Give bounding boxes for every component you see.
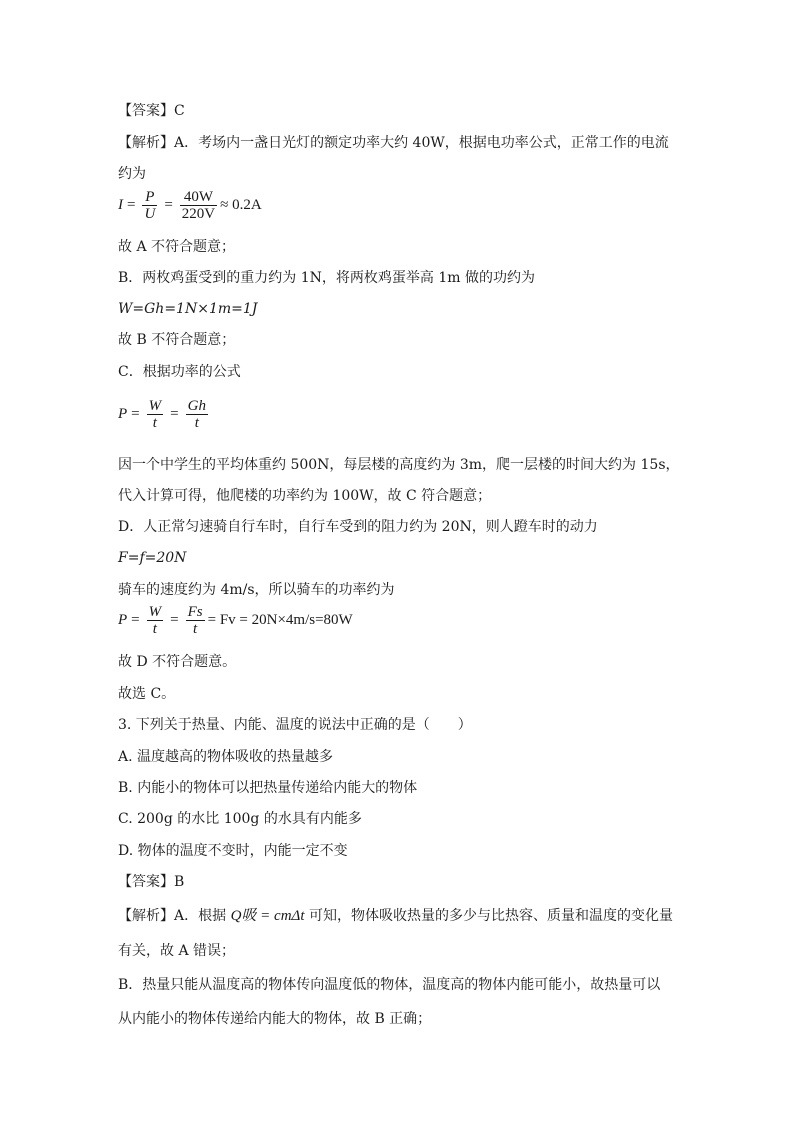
formula-term: W	[148, 604, 162, 620]
formula-term: Gh	[187, 398, 206, 414]
analysis-line: C．根据功率的公式	[118, 364, 241, 380]
analysis-line: 代入计算可得，他爬楼的功率约为 100W，故 C 符合题意；	[118, 488, 492, 504]
formula-term: t	[152, 415, 157, 431]
analysis-line: 故 B 不符合题意；	[118, 332, 236, 348]
analysis-line: 有关，故 A 错误；	[118, 943, 236, 959]
analysis-line: 骑车的速度约为 4m/s，所以骑车的功率约为	[118, 582, 395, 598]
analysis-line: B．两枚鸡蛋受到的重力约为 1N，将两枚鸡蛋举高 1m 做的功约为	[118, 270, 535, 286]
formula-heat: Q吸 = cmΔt	[230, 908, 305, 924]
analysis-line: B．热量只能从温度高的物体传向温度低的物体，温度高的物体内能可能小，故热量可以	[118, 977, 661, 993]
analysis-line: 约为	[118, 166, 146, 182]
formula-term: W	[148, 398, 162, 414]
formula-power: P = $\frac{W}{t}$ = $\frac{Gh}{t}$	[118, 398, 206, 431]
formula-term: 40W	[180, 189, 217, 206]
formula-term: P	[118, 405, 128, 422]
formula-work: W=Gh=1N×1m=1J	[118, 301, 258, 317]
formula-term: I	[118, 196, 123, 213]
formula-term: Fs	[187, 604, 203, 620]
analysis-line: 故选 C。	[118, 686, 176, 702]
formula-term: P	[118, 611, 128, 628]
formula-term: = Fv = 20N×4m/s=80W	[207, 611, 353, 628]
formula-term: P	[142, 189, 157, 206]
analysis-line: 故 D 不符合题意。	[118, 654, 237, 670]
analysis-line	[118, 906, 673, 926]
formula-current: I = $\frac{P}{U}$ = $\frac{40W}{220V}$ ≈ 0.2A	[118, 189, 262, 222]
answer-label-1: 【答案】C	[118, 103, 185, 119]
formula-term: t	[194, 415, 199, 431]
formula-term: t	[193, 621, 198, 637]
formula-force: F=f=20N	[118, 550, 187, 566]
option-d: D. 物体的温度不变时，内能一定不变	[118, 843, 348, 859]
option-b: B. 内能小的物体可以把热量传递给内能大的物体	[118, 780, 418, 796]
formula-term: t	[152, 621, 157, 637]
formula-power-bike: P = $\frac{W}{t}$ = $\frac{Fs}{t}$ = Fv = 20N×4m/s=80W	[118, 604, 353, 637]
analysis-line: 因一个中学生的平均体重约 500N，每层楼的高度约为 3m，爬一层楼的时间大约为 15s，	[118, 457, 680, 473]
formula-term: 220V	[181, 206, 216, 222]
analysis-line: 从内能小的物体传递给内能大的物体，故 B 正确；	[118, 1011, 432, 1027]
option-c: C. 200g 的水比 100g 的水具有内能多	[118, 811, 362, 827]
question-3: 3. 下列关于热量、内能、温度的说法中正确的是（ ）	[118, 717, 472, 733]
analysis-text: 可知，物体吸收热量的多少与比热容、质量和温度的变化量	[308, 908, 673, 924]
analysis-line: 【解析】A．考场内一盏日光灯的额定功率大约 40W，根据电功率公式，正常工作的电流	[118, 135, 669, 151]
analysis-line: 故 A 不符合题意；	[118, 239, 236, 255]
option-a: A. 温度越高的物体吸收的热量越多	[118, 749, 334, 765]
formula-term: ≈ 0.2A	[220, 196, 262, 213]
analysis-text: 【解析】A．根据	[118, 908, 227, 924]
answer-label-2: 【答案】B	[118, 874, 185, 890]
formula-term: U	[144, 206, 156, 222]
analysis-line: D．人正常匀速骑自行车时，自行车受到的阻力约为 20N，则人蹬车时的动力	[118, 519, 598, 535]
